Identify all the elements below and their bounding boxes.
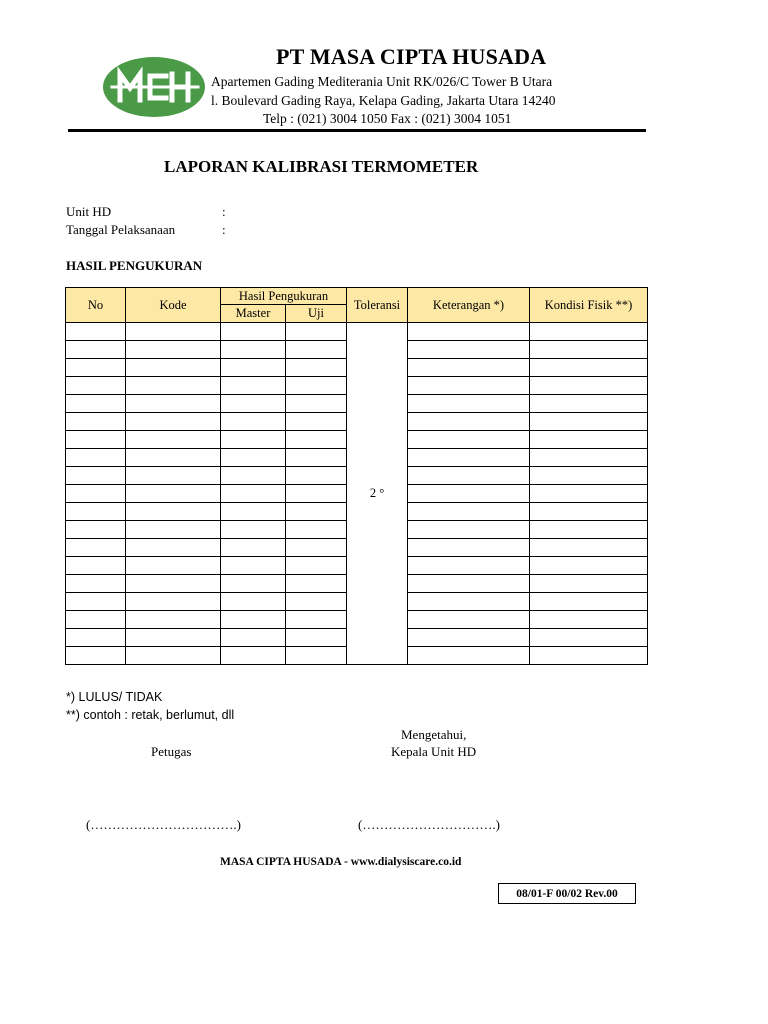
measurement-table bbox=[65, 287, 648, 665]
contact-line: Telp : (021) 3004 1050 Fax : (021) 3004 1051 bbox=[263, 111, 512, 126]
cell-kondisi[interactable] bbox=[530, 413, 648, 431]
cell-kondisi[interactable] bbox=[530, 575, 648, 593]
cell-keterangan[interactable] bbox=[408, 647, 530, 665]
cell-uji[interactable] bbox=[286, 629, 347, 647]
document-title: LAPORAN KALIBRASI TERMOMETER bbox=[164, 157, 479, 176]
cell-no[interactable] bbox=[66, 611, 126, 629]
cell-kode[interactable] bbox=[126, 521, 221, 539]
cell-master[interactable] bbox=[221, 359, 286, 377]
cell-kode[interactable] bbox=[126, 413, 221, 431]
cell-no[interactable] bbox=[66, 323, 126, 341]
cell-master[interactable] bbox=[221, 395, 286, 413]
cell-master[interactable] bbox=[221, 467, 286, 485]
tolerance-value: 2 ° bbox=[347, 323, 408, 665]
kepala-unit-label: Kepala Unit HD bbox=[391, 744, 477, 759]
cell-kondisi[interactable] bbox=[530, 503, 648, 521]
company-name: PT MASA CIPTA HUSADA bbox=[276, 44, 547, 69]
cell-kondisi[interactable] bbox=[530, 323, 648, 341]
cell-keterangan[interactable] bbox=[408, 449, 530, 467]
cell-keterangan[interactable] bbox=[408, 413, 530, 431]
cell-no[interactable] bbox=[66, 503, 126, 521]
tanggal-label: Tanggal Pelaksanaan bbox=[66, 222, 176, 237]
cell-keterangan[interactable] bbox=[408, 359, 530, 377]
cell-master[interactable] bbox=[221, 485, 286, 503]
cell-uji[interactable] bbox=[286, 323, 347, 341]
cell-uji[interactable] bbox=[286, 467, 347, 485]
cell-kode[interactable] bbox=[126, 575, 221, 593]
form-code-box: 08/01-F 00/02 Rev.00 bbox=[498, 883, 636, 904]
cell-kondisi[interactable] bbox=[530, 341, 648, 359]
cell-no[interactable] bbox=[66, 413, 126, 431]
cell-keterangan[interactable] bbox=[408, 539, 530, 557]
cell-kode[interactable] bbox=[126, 323, 221, 341]
cell-kode[interactable] bbox=[126, 557, 221, 575]
cell-master[interactable] bbox=[221, 521, 286, 539]
cell-kondisi[interactable] bbox=[530, 629, 648, 647]
cell-master[interactable] bbox=[221, 413, 286, 431]
cell-master[interactable] bbox=[221, 449, 286, 467]
cell-no[interactable] bbox=[66, 539, 126, 557]
col-header-keterangan: Keterangan *) bbox=[408, 288, 530, 323]
cell-master[interactable] bbox=[221, 503, 286, 521]
cell-kondisi[interactable] bbox=[530, 521, 648, 539]
cell-keterangan[interactable] bbox=[408, 503, 530, 521]
cell-kode[interactable] bbox=[126, 431, 221, 449]
cell-kode[interactable] bbox=[126, 377, 221, 395]
cell-uji[interactable] bbox=[286, 413, 347, 431]
cell-keterangan[interactable] bbox=[408, 341, 530, 359]
col-header-toleransi: Toleransi bbox=[347, 288, 408, 323]
cell-kode[interactable] bbox=[126, 629, 221, 647]
cell-master[interactable] bbox=[221, 629, 286, 647]
cell-kode[interactable] bbox=[126, 395, 221, 413]
cell-uji[interactable] bbox=[286, 575, 347, 593]
col-header-no: No bbox=[66, 288, 126, 323]
section-title: HASIL PENGUKURAN bbox=[66, 258, 203, 273]
cell-kondisi[interactable] bbox=[530, 395, 648, 413]
cell-keterangan[interactable] bbox=[408, 521, 530, 539]
cell-master[interactable] bbox=[221, 323, 286, 341]
table-body bbox=[66, 323, 648, 665]
note-contoh: **) contoh : retak, berlumut, dll bbox=[66, 708, 235, 722]
cell-uji[interactable] bbox=[286, 611, 347, 629]
cell-kode[interactable] bbox=[126, 467, 221, 485]
cell-keterangan[interactable] bbox=[408, 593, 530, 611]
cell-no[interactable] bbox=[66, 521, 126, 539]
cell-kondisi[interactable] bbox=[530, 449, 648, 467]
cell-kondisi[interactable] bbox=[530, 485, 648, 503]
cell-no[interactable] bbox=[66, 629, 126, 647]
cell-kondisi[interactable] bbox=[530, 359, 648, 377]
mengetahui-label: Mengetahui, bbox=[401, 727, 467, 742]
col-header-kondisi: Kondisi Fisik **) bbox=[530, 288, 648, 323]
cell-kode[interactable] bbox=[126, 341, 221, 359]
table-row bbox=[66, 323, 648, 341]
cell-kode[interactable] bbox=[126, 503, 221, 521]
cell-keterangan[interactable] bbox=[408, 485, 530, 503]
cell-no[interactable] bbox=[66, 575, 126, 593]
cell-uji[interactable] bbox=[286, 431, 347, 449]
col-header-hasil: Hasil Pengukuran bbox=[221, 288, 347, 305]
cell-uji[interactable] bbox=[286, 593, 347, 611]
cell-kondisi[interactable] bbox=[530, 539, 648, 557]
cell-no[interactable] bbox=[66, 449, 126, 467]
cell-master[interactable] bbox=[221, 593, 286, 611]
cell-keterangan[interactable] bbox=[408, 377, 530, 395]
cell-uji[interactable] bbox=[286, 647, 347, 665]
cell-master[interactable] bbox=[221, 377, 286, 395]
cell-keterangan[interactable] bbox=[408, 557, 530, 575]
cell-keterangan[interactable] bbox=[408, 629, 530, 647]
cell-kode[interactable] bbox=[126, 485, 221, 503]
cell-kondisi[interactable] bbox=[530, 431, 648, 449]
cell-kondisi[interactable] bbox=[530, 377, 648, 395]
cell-master[interactable] bbox=[221, 341, 286, 359]
cell-keterangan[interactable] bbox=[408, 611, 530, 629]
col-header-master: Master bbox=[221, 305, 286, 323]
cell-uji[interactable] bbox=[286, 395, 347, 413]
cell-uji[interactable] bbox=[286, 359, 347, 377]
cell-kondisi[interactable] bbox=[530, 557, 648, 575]
col-header-kode: Kode bbox=[126, 288, 221, 323]
cell-uji[interactable] bbox=[286, 485, 347, 503]
cell-master[interactable] bbox=[221, 431, 286, 449]
cell-kondisi[interactable] bbox=[530, 647, 648, 665]
cell-keterangan[interactable] bbox=[408, 395, 530, 413]
cell-keterangan[interactable] bbox=[408, 431, 530, 449]
kepala-signature-line[interactable]: (………………………….) bbox=[358, 817, 500, 832]
cell-uji[interactable] bbox=[286, 539, 347, 557]
cell-uji[interactable] bbox=[286, 449, 347, 467]
petugas-label: Petugas bbox=[151, 744, 192, 759]
cell-kode[interactable] bbox=[126, 449, 221, 467]
cell-kode[interactable] bbox=[126, 593, 221, 611]
tanggal-value[interactable]: : bbox=[222, 222, 226, 237]
cell-uji[interactable] bbox=[286, 341, 347, 359]
cell-kondisi[interactable] bbox=[530, 611, 648, 629]
cell-no[interactable] bbox=[66, 485, 126, 503]
cell-keterangan[interactable] bbox=[408, 467, 530, 485]
cell-kode[interactable] bbox=[126, 539, 221, 557]
address-line-2: l. Boulevard Gading Raya, Kelapa Gading, Jakarta Utara 14240 bbox=[211, 93, 556, 108]
cell-no[interactable] bbox=[66, 593, 126, 611]
company-logo bbox=[102, 56, 206, 118]
cell-no[interactable] bbox=[66, 395, 126, 413]
unit-hd-label: Unit HD bbox=[66, 204, 112, 219]
col-header-uji: Uji bbox=[286, 305, 347, 323]
petugas-signature-line[interactable]: (…………………………….) bbox=[86, 817, 241, 832]
cell-master[interactable] bbox=[221, 575, 286, 593]
cell-keterangan[interactable] bbox=[408, 323, 530, 341]
note-lulus: *) LULUS/ TIDAK bbox=[66, 690, 163, 704]
cell-keterangan[interactable] bbox=[408, 575, 530, 593]
cell-kode[interactable] bbox=[126, 611, 221, 629]
cell-kondisi[interactable] bbox=[530, 467, 648, 485]
cell-master[interactable] bbox=[221, 557, 286, 575]
cell-uji[interactable] bbox=[286, 557, 347, 575]
footer-company: MASA CIPTA HUSADA - www.dialysiscare.co.id bbox=[220, 856, 462, 868]
cell-uji[interactable] bbox=[286, 377, 347, 395]
cell-master[interactable] bbox=[221, 647, 286, 665]
cell-kode[interactable] bbox=[126, 359, 221, 377]
cell-no[interactable] bbox=[66, 557, 126, 575]
cell-kondisi[interactable] bbox=[530, 593, 648, 611]
cell-no[interactable] bbox=[66, 377, 126, 395]
cell-uji[interactable] bbox=[286, 503, 347, 521]
header-divider bbox=[68, 129, 646, 132]
cell-uji[interactable] bbox=[286, 521, 347, 539]
cell-master[interactable] bbox=[221, 539, 286, 557]
address-line-1: Apartemen Gading Mediterania Unit RK/026/C Tower B Utara bbox=[211, 74, 553, 89]
cell-no[interactable] bbox=[66, 359, 126, 377]
cell-no[interactable] bbox=[66, 467, 126, 485]
cell-no[interactable] bbox=[66, 431, 126, 449]
cell-kode[interactable] bbox=[126, 647, 221, 665]
cell-master[interactable] bbox=[221, 611, 286, 629]
cell-no[interactable] bbox=[66, 341, 126, 359]
unit-hd-value[interactable]: : bbox=[222, 204, 226, 219]
cell-no[interactable] bbox=[66, 647, 126, 665]
